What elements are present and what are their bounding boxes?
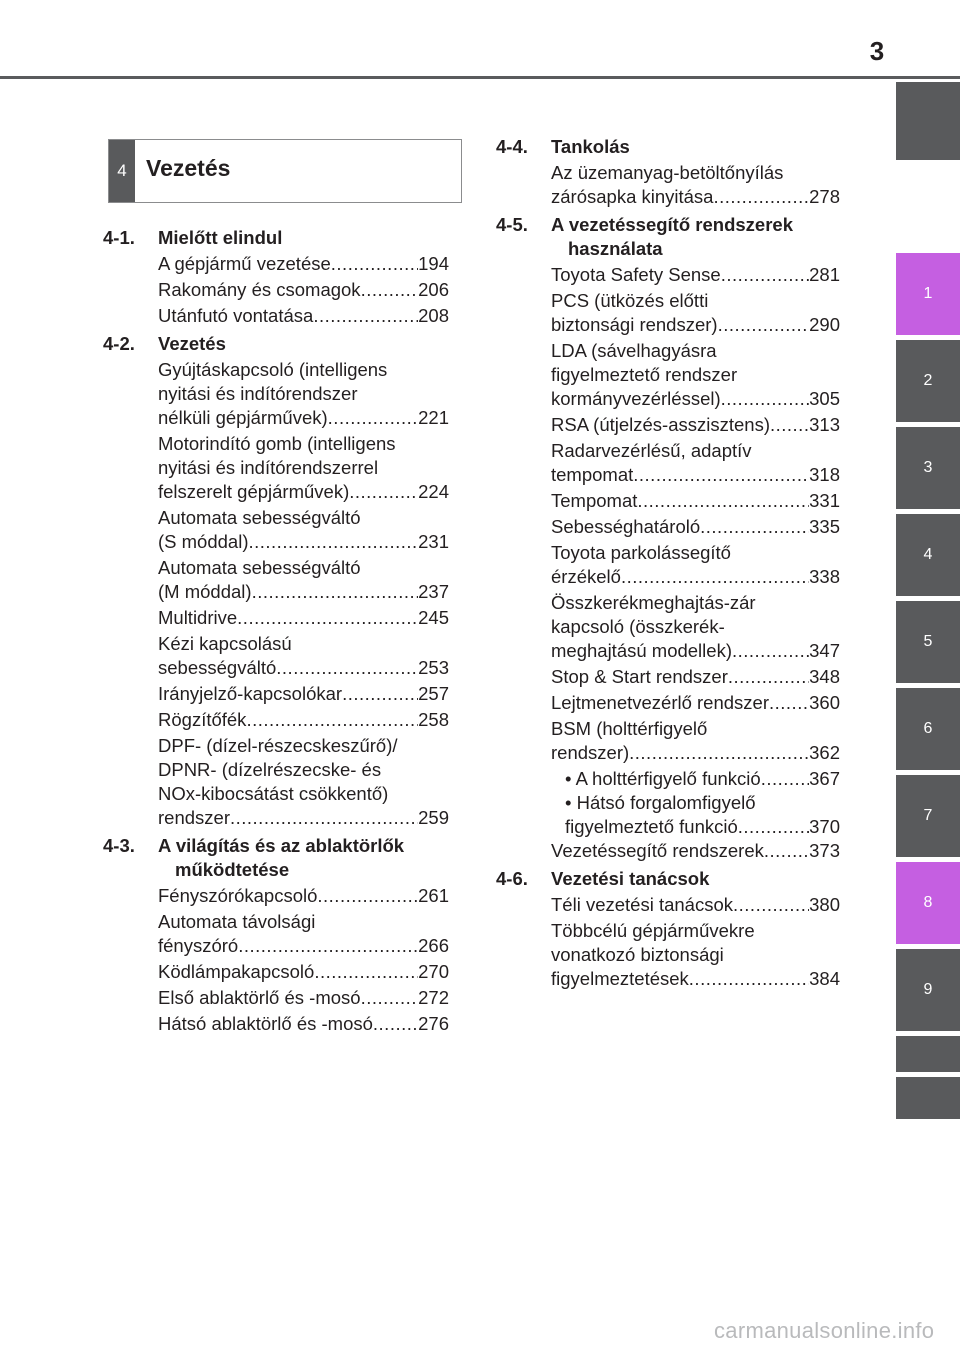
toc-group-heading[interactable] [103,834,449,882]
toc-page-number: 237 [418,581,449,602]
toc-page-number: 380 [809,894,840,915]
toc-entry[interactable] [158,960,449,984]
toc-page-number: 276 [418,1013,449,1034]
toc-entry-text: DPNR- (dízelrészecske- és [158,759,382,780]
toc-entry[interactable] [551,665,840,689]
toc-entry[interactable] [551,839,840,863]
toc-page-number: 370 [809,816,840,837]
toc-entry-text: Irányjelző-kapcsolókar [158,683,343,704]
toc-group-title: Vezetési tanácsok [551,868,710,889]
toc-group [496,135,840,209]
toc-entry-text: LDA (sávelhagyásra [551,340,717,361]
dot-leader [328,406,418,430]
dot-leader [700,515,809,539]
toc-entry[interactable] [551,289,840,337]
toc-entry-text: Kézi kapcsolású [158,633,292,654]
toc-entry-text: BSM (holttérfigyelő [551,718,708,739]
toc-entry[interactable] [551,489,840,513]
toc-page-number: 278 [809,186,840,207]
dot-leader [721,387,809,411]
toc-page-number: 266 [418,935,449,956]
toc-page-number: 224 [418,481,449,502]
toc-entry-text: Multidrive [158,607,238,628]
toc-entry[interactable] [551,263,840,287]
dot-leader [314,960,418,984]
toc-entry-text: nélküli gépjárművek) [158,407,328,428]
toc-entry[interactable] [158,432,449,504]
toc-entry-text: nyitási és indítórendszerrel [158,457,379,478]
dot-leader [732,639,809,663]
toc-entry-text: Többcélú gépjárművekre [551,920,755,941]
chapter-tab-7[interactable]: 7 [896,775,960,857]
toc-entry-text: rendszer [158,807,230,828]
dot-leader [728,665,809,689]
toc-page-number: 373 [809,840,840,861]
toc-group-code: 4-6. [496,868,528,889]
toc-entry-text: rendszer) [551,742,630,763]
chapter-tab-4[interactable]: 4 [896,514,960,596]
toc-page-number: 253 [418,657,449,678]
toc-entry-text: (M móddal) [158,581,252,602]
toc-entry[interactable] [158,632,449,680]
toc-group-code: 4-2. [103,333,135,354]
toc-page-number: 313 [809,414,840,435]
toc-group-title: Vezetés [158,333,226,354]
toc-page-number: 362 [809,742,840,763]
dot-leader [313,304,418,328]
toc-entry-text: A gépjármű vezetése [158,253,331,274]
chapter-tab-blank[interactable] [896,1036,960,1072]
toc-entry-text: kapcsoló (összkerék- [551,616,725,637]
toc-entry[interactable] [158,734,449,830]
toc-page-number: 384 [809,968,840,989]
chapter-tab-blank[interactable] [896,82,960,160]
dot-leader [238,934,418,958]
dot-leader [629,741,809,765]
toc-entry-text: Sebességhatároló [551,516,701,537]
toc-entry-text: Lejtmenetvezérlő rendszer [551,692,769,713]
toc-entry-text: figyelmeztető rendszer [551,364,738,385]
toc-entry-text: Automata sebességváltó [158,557,361,578]
top-rule [0,76,960,79]
toc-group [103,834,449,1036]
toc-page-number: 231 [418,531,449,552]
toc-entry[interactable] [158,252,449,276]
toc-group-heading[interactable] [496,213,840,261]
dot-leader [764,839,809,863]
toc-entry-text: Automata sebességváltó [158,507,361,528]
toc-entry[interactable] [551,591,840,663]
toc-page-number: 360 [809,692,840,713]
toc-subentry[interactable] [565,791,840,839]
toc-entry-text: zárósapka kinyitása [551,186,714,207]
dot-leader [276,656,418,680]
toc-page-number: 208 [418,305,449,326]
chapter-tab-blank[interactable] [896,1077,960,1119]
toc-page-number: 258 [418,709,449,730]
toc-entry[interactable] [551,541,840,589]
toc-page-number: 272 [418,987,449,1008]
watermark: carmanualsonline.info [714,1318,935,1343]
toc-page-number: 347 [809,640,840,661]
dot-leader [770,413,809,437]
dot-leader [373,1012,418,1036]
dot-leader [713,185,809,209]
toc-entry[interactable] [158,884,449,908]
toc-entry-text: DPF- (dízel-részecskeszűrő)/ [158,735,398,756]
section-header [108,139,462,203]
dot-leader [721,263,809,287]
toc-entry-text: figyelmeztető funkció [565,816,738,837]
toc-page-number: 338 [809,566,840,587]
toc-group-heading[interactable] [496,867,840,891]
toc-entry-text: biztonsági rendszer) [551,314,718,335]
toc-page-number: 221 [418,407,449,428]
toc-entry-text: Az üzemanyag-betöltőnyílás [551,162,784,183]
toc-entry-text: • Hátsó forgalomfigyelő [565,792,756,813]
toc-entry-text: tempomat [551,464,634,485]
section-number: 4 [109,140,135,202]
toc-entry-text: Rakomány és csomagok [158,279,361,300]
toc-subentry[interactable] [565,767,840,791]
toc-group-heading[interactable] [103,332,449,356]
toc-entry-text: Toyota Safety Sense [551,264,721,285]
toc-page-number: 348 [809,666,840,687]
toc-group-heading[interactable] [496,135,840,159]
toc-entry-text: Rögzítőfék [158,709,247,730]
toc-entry-text: Stop & Start rendszer [551,666,728,687]
dot-leader [718,313,810,337]
toc-page-number: 281 [809,264,840,285]
toc-entry[interactable] [158,986,449,1010]
toc-page-number: 335 [809,516,840,537]
toc-entry-text: Tempomat [551,490,638,511]
dot-leader [769,691,809,715]
toc-entry-text: sebességváltó [158,657,277,678]
toc-entry-text: Vezetéssegítő rendszerek [551,840,764,861]
dot-leader [733,893,809,917]
toc-entry-text: Fényszórókapcsoló [158,885,318,906]
toc-page-number: 245 [418,607,449,628]
toc-right-column [496,135,840,995]
toc-entry[interactable] [158,910,449,958]
section-title: Vezetés [146,154,231,181]
toc-entry[interactable] [158,556,449,604]
toc-entry-text: Gyújtáskapcsoló (intelligens [158,359,388,380]
toc-group [496,867,840,991]
toc-entry[interactable] [551,691,840,715]
toc-entry-text: PCS (ütközés előtti [551,290,709,311]
dot-leader [761,767,809,791]
toc-page-number: 305 [809,388,840,409]
dot-leader [361,278,419,302]
toc-entry[interactable] [158,708,449,732]
toc-entry-text: • A holttérfigyelő funkció [565,768,761,789]
toc-entry-text: Automata távolsági [158,911,316,932]
dot-leader [317,884,418,908]
dot-leader [738,815,809,839]
toc-entry-text: Utánfutó vontatása [158,305,314,326]
dot-leader [342,682,418,706]
toc-entry[interactable] [551,413,840,437]
toc-group-code: 4-3. [103,835,135,856]
toc-entry[interactable] [158,278,449,302]
toc-page-number: 194 [418,253,449,274]
toc-page-number: 270 [418,961,449,982]
toc-entry-text: kormányvezérléssel) [551,388,721,409]
toc-entry[interactable] [551,439,840,487]
toc-group-title: Mielőtt elindul [158,227,283,248]
dot-leader [237,606,418,630]
toc-group [496,213,840,863]
dot-leader [252,580,419,604]
page-number: 3 [869,36,885,66]
toc-entry-text: Motorindító gomb (intelligens [158,433,396,454]
toc-entry-text: Összkerékmeghajtás-zár [551,592,756,613]
toc-entry-text: Téli vezetési tanácsok [551,894,734,915]
toc-group-heading[interactable] [103,226,449,250]
toc-entry[interactable] [158,682,449,706]
toc-left-column [103,226,449,1040]
toc-entry-text: (S móddal) [158,531,249,552]
toc-entry-text: Első ablaktörlő és -mosó [158,987,361,1008]
toc-page-number: 318 [809,464,840,485]
toc-entry[interactable] [158,358,449,430]
chapter-tab-3[interactable]: 3 [896,427,960,509]
toc-group-title: A vezetéssegítő rendszerek használata [551,214,793,259]
chapter-tab-6[interactable]: 6 [896,688,960,770]
toc-entry-text: figyelmeztetések [551,968,689,989]
toc-entry[interactable] [551,717,840,765]
chapter-tab-1[interactable]: 1 [896,253,960,335]
toc-group [103,226,449,328]
toc-entry[interactable] [551,919,840,991]
toc-entry[interactable] [551,161,840,209]
toc-group [103,332,449,830]
chapter-tab-8[interactable]: 8 [896,862,960,944]
toc-entry-text: vonatkozó biztonsági [551,944,724,965]
dot-leader [349,480,418,504]
toc-entry-text: felszerelt gépjárművek) [158,481,350,502]
dot-leader [230,806,418,830]
dot-leader [331,252,418,276]
toc-entry-text: Radarvezérlésű, adaptív [551,440,752,461]
dot-leader [361,986,419,1010]
chapter-tab-5[interactable]: 5 [896,601,960,683]
toc-entry-text: érzékelő [551,566,621,587]
dot-leader [246,708,418,732]
toc-page-number: 331 [809,490,840,511]
toc-entry[interactable] [551,515,840,539]
toc-group-title: A világítás és az ablaktörlők működtetése [158,835,405,880]
toc-group-code: 4-4. [496,136,528,157]
toc-entry[interactable] [158,1012,449,1036]
chapter-tab-9[interactable]: 9 [896,949,960,1031]
dot-leader [633,463,809,487]
toc-entry-text: RSA (útjelzés-asszisztens) [551,414,770,435]
toc-entry-text: Hátsó ablaktörlő és -mosó [158,1013,373,1034]
toc-page-number: 206 [418,279,449,300]
toc-entry[interactable] [158,506,449,554]
dot-leader [621,565,809,589]
toc-entry-text: NOx-kibocsátást csökkentő) [158,783,389,804]
toc-group-title: Tankolás [551,136,630,157]
toc-entry-text: fényszóró [158,935,239,956]
toc-entry[interactable] [551,893,840,917]
chapter-tab-2[interactable]: 2 [896,340,960,422]
toc-entry[interactable] [158,304,449,328]
toc-entry[interactable] [551,339,840,411]
dot-leader [689,967,809,991]
toc-entry-text: nyitási és indítórendszer [158,383,358,404]
toc-entry-text: meghajtású modellek) [551,640,732,661]
dot-leader [248,530,418,554]
toc-page-number: 261 [418,885,449,906]
toc-entry-text: Ködlámpakapcsoló [158,961,315,982]
toc-page-number: 290 [809,314,840,335]
toc-group-code: 4-1. [103,227,135,248]
dot-leader [637,489,809,513]
toc-group-code: 4-5. [496,214,528,235]
toc-page-number: 367 [809,768,840,789]
toc-page-number: 257 [418,683,449,704]
toc-entry[interactable] [158,606,449,630]
toc-page-number: 259 [418,807,449,828]
toc-entry-text: Toyota parkolássegítő [551,542,731,563]
